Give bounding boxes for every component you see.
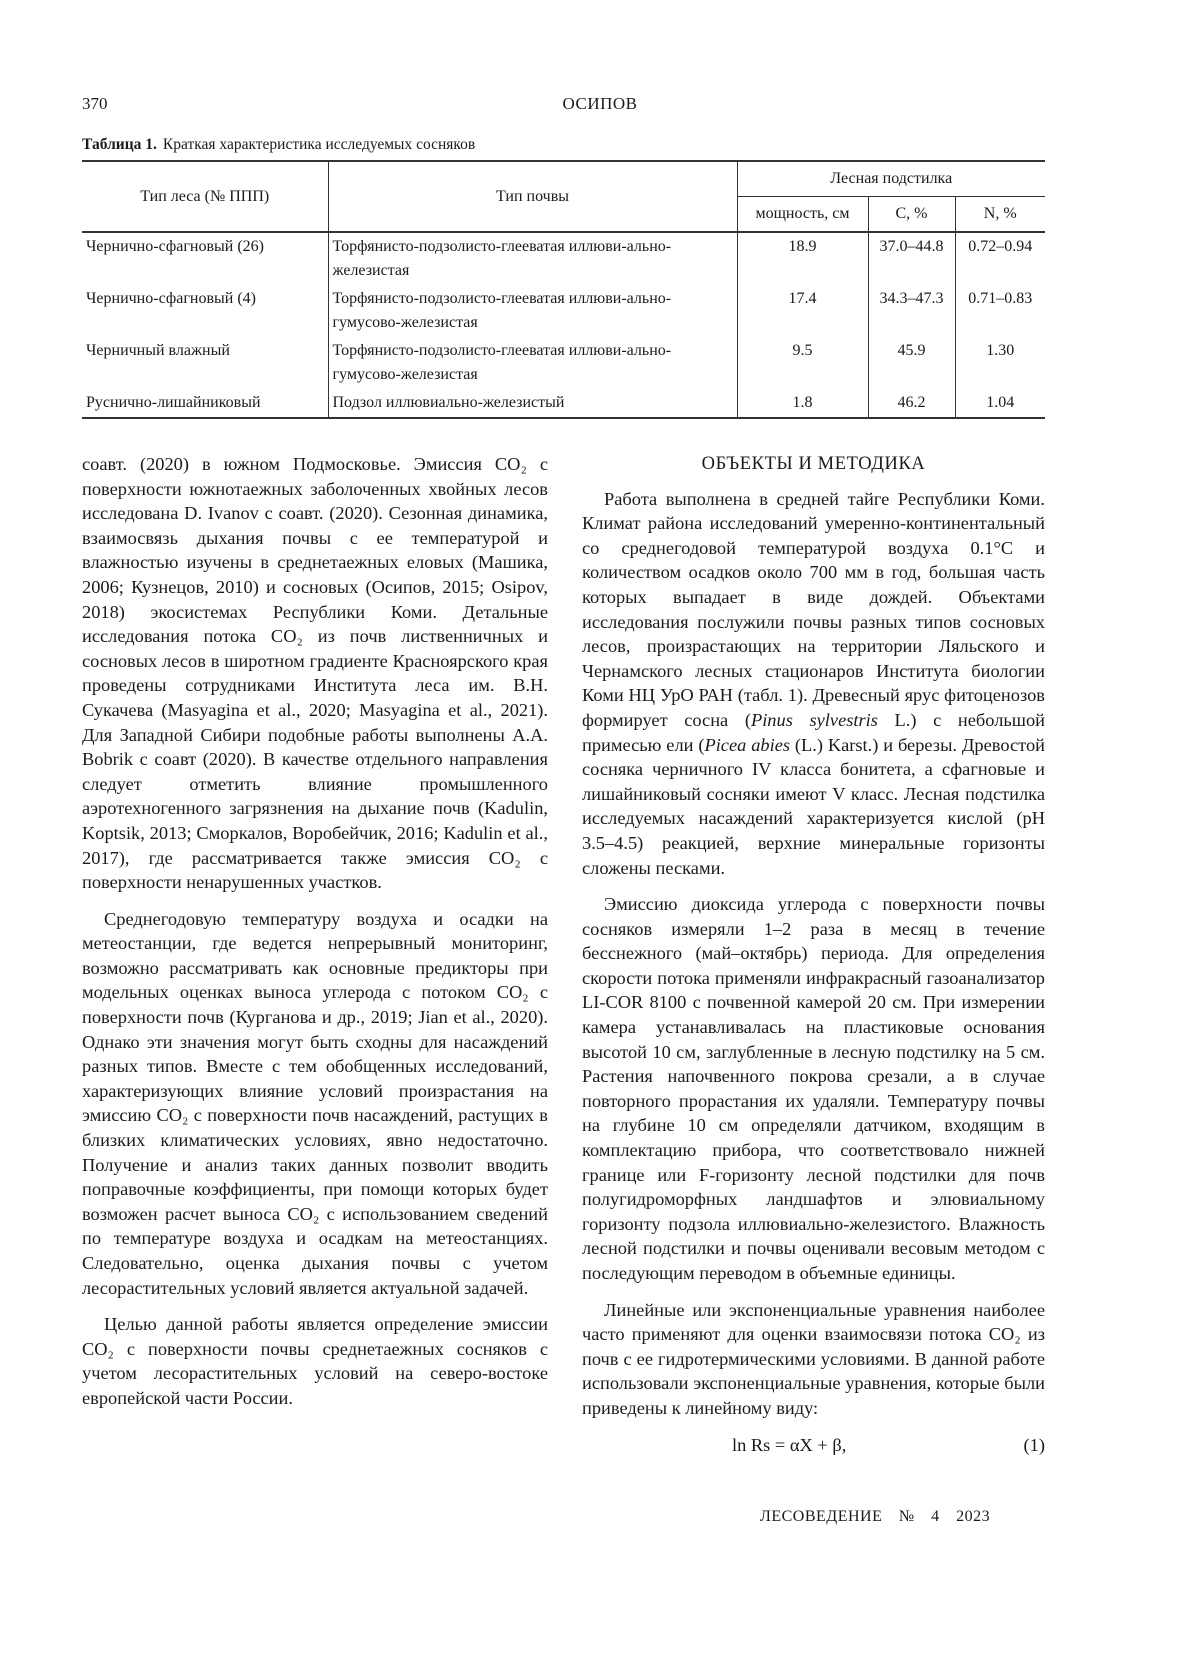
table-row (82, 285, 1045, 337)
text: (L.) Karst.) и березы. Древостой сосняка черничного IV класса бонитета, а сфагновые и лишайниковый сосняки имеют V класс. Лесная подстилка исследуемых насаждений характеризуется кислой (pH 3.5–4.5) реакцией, верхние минеральные горизонты сложены песками. (582, 735, 1045, 878)
header-litter: Лесная подстилка (737, 161, 1045, 197)
cell-soil: Торфянисто-подзолисто-глееватая иллюви-ально-гумусово-железистая (328, 337, 737, 389)
cell-carbon: 46.2 (868, 389, 955, 418)
header-thickness: мощность, см (737, 197, 868, 233)
text: L.) с небольшой примесью ели ( (582, 710, 1045, 755)
section-title: ОБЪЕКТЫ И МЕТОДИКА (582, 452, 1045, 477)
page-number: 370 (82, 94, 108, 114)
cell-nitrogen: 1.30 (955, 337, 1045, 389)
cell-forest: Чернично-сфагновый (26) (82, 232, 328, 285)
paragraph: Эмиссию диоксида углерода с поверхности почвы сосняков измеряли 1–2 раза в месяц в течение бесснежного (май–октябрь) периода. Для определения скорости потока применяли инфракрасный газоанализатор LI-COR 8100 с почвенной камерой 20 см. При измерении камера устанавливалась на пластиковые основания высотой 10 см, заглубленные в лесную подстилку на 5 см. Растения напочвенного покрова срезали, а в случае повторного прорастания их удаляли. Температуру почвы на глубине 10 см определяли датчиком, входящим в комплектацию прибора, что соответствовало нижней границе или F-горизонту лесной подстилки для почв полугидроморфных ландшафтов и элювиальному горизонту подзола иллювиально-железистого. Влажность лесной подстилки и почвы оценивали весовым методом с последующим переводом в объемные единицы. (582, 892, 1045, 1286)
soil-table (82, 160, 1045, 419)
paragraph: соавт. (2020) в южном Подмосковье. Эмиссия CO₂ с поверхности южнотаежных заболоченных хвойных лесов исследована D. Ivanov с соавт. (2020). Сезонная динамика, взаимосвязь дыхания почвы с ее температурой и влажностью изучены в среднетаежных еловых (Машика, 2006; Кузнецов, 2010) и сосновых (Осипов, 2015; Osipov, 2018) экосистемах Республики Коми. Детальные исследования потока CO₂ из почв лиственничных и сосновых лесов в широтном градиенте Красноярского края проведены сотрудниками Института леса им. В.Н. Сукачева (Masyagina et al., 2020; Masyagina et al., 2021). Для Западной Сибири подобные работы выполнены A.A. Bobrik с соавт (2020). В качестве отдельного направления следует отметить влияние промышленного аэротехногенного загрязнения на дыхание почв (Kadulin, Koptsik, 2013; Сморкалов, Воробейчик, 2016; Kadulin et al., 2017), где рассматривается также эмиссия CO₂ с поверхности ненарушенных участков. (82, 452, 548, 895)
paragraph: Линейные или экспоненциальные уравнения наиболее часто применяют для оценки взаимосвязи потока CO₂ из почв с ее гидротермическими условиями. В данной работе использовали экспоненциальные уравнения, которые были приведены к линейному виду: (582, 1298, 1045, 1421)
table-row (82, 337, 1045, 389)
cell-soil: Подзол иллювиально-железистый (328, 389, 737, 418)
cell-carbon: 34.3–47.3 (868, 285, 955, 337)
table-caption (82, 136, 475, 154)
species-name: Picea abies (704, 735, 790, 755)
paragraph (582, 487, 1045, 881)
header-carbon: С, % (868, 197, 955, 233)
cell-carbon: 45.9 (868, 337, 955, 389)
table-label: Таблица 1. (82, 136, 157, 153)
cell-soil: Торфянисто-подзолисто-глееватая иллюви-ально-гумусово-железистая (328, 285, 737, 337)
cell-thickness: 9.5 (737, 337, 868, 389)
running-title: ОСИПОВ (0, 94, 1200, 114)
cell-thickness: 17.4 (737, 285, 868, 337)
equation (582, 1433, 1045, 1461)
cell-nitrogen: 1.04 (955, 389, 1045, 418)
footer (760, 1508, 990, 1526)
journal-name: ЛЕСОВЕДЕНИЕ (760, 1508, 882, 1525)
cell-carbon: 37.0–44.8 (868, 232, 955, 285)
paragraph: Целью данной работы является определение эмиссии CO₂ с поверхности почвы среднетаежных сосняков с учетом лесорастительных условий на северо-востоке европейской части России. (82, 1312, 548, 1410)
table-row (82, 389, 1045, 418)
year: 2023 (956, 1508, 990, 1525)
cell-nitrogen: 0.72–0.94 (955, 232, 1045, 285)
species-name: Pinus sylvestris (751, 710, 878, 730)
text: Работа выполнена в средней тайге Республики Коми. Климат района исследований умеренно-континентальный со среднегодовой температурой воздуха 0.1°C и количеством осадков около 700 мм в год, большая часть которых выпадает в виде дождей. Объектами исследования послужили почвы разных типов сосновых лесов, произрастающих на территории Ляльского и Чернамского лесных стационаров Института биологии Коми НЦ УрО РАН (табл. 1). Древесный ярус фитоценозов формирует сосна ( (582, 489, 1045, 730)
paragraph: Среднегодовую температуру воздуха и осадки на метеостанции, где ведется непрерывный мониторинг, возможно рассматривать как основные предикторы при модельных оценках выноса углерода с потоком CO₂ с поверхности почв (Курганова и др., 2019; Jian et al., 2020). Однако эти значения могут быть сходны для насаждений разных типов. Вместе с тем обобщенных исследований, характеризующих влияние условий произрастания на эмиссию CO₂ с поверхности почв насаждений, растущих в близких климатических условиях, явно недостаточно. Получение и анализ таких данных позволит вводить поправочные коэффициенты, при помощи которых будет возможен расчет выноса CO₂ с использованием сведений по температуре воздуха и осадкам на метеостанциях. Следовательно, оценка дыхания почвы с учетом лесорастительных условий является актуальной задачей. (82, 907, 548, 1301)
header-soil-type: Тип почвы (328, 161, 737, 232)
issue-number: № 4 (899, 1508, 940, 1525)
cell-nitrogen: 0.71–0.83 (955, 285, 1045, 337)
header-nitrogen: N, % (955, 197, 1045, 233)
cell-forest: Чернично-сфагновый (4) (82, 285, 328, 337)
table-row (82, 232, 1045, 285)
cell-forest: Черничный влажный (82, 337, 328, 389)
cell-thickness: 18.9 (737, 232, 868, 285)
table-title: Краткая характеристика исследуемых сосняков (163, 136, 475, 153)
right-column (582, 452, 1045, 1461)
equation-formula: ln Rs = αX + β, (732, 1433, 846, 1458)
cell-thickness: 1.8 (737, 389, 868, 418)
equation-number: (1) (1024, 1433, 1045, 1458)
cell-soil: Торфянисто-подзолисто-глееватая иллюви-ально-железистая (328, 232, 737, 285)
left-column (82, 452, 548, 1423)
cell-forest: Руснично-лишайниковый (82, 389, 328, 418)
document-page (0, 0, 1200, 1669)
header-forest-type: Тип леса (№ ППП) (82, 161, 328, 232)
